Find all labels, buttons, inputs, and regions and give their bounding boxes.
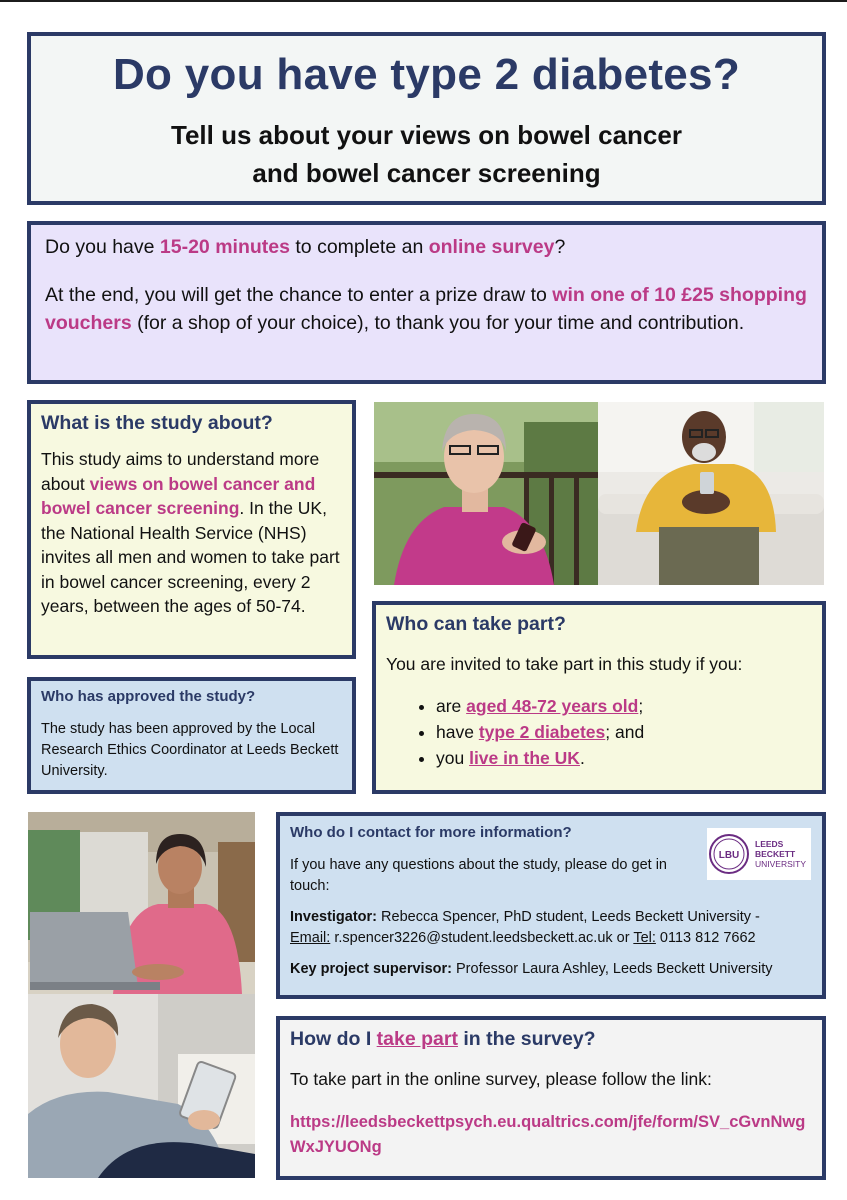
text: ; and [605,722,645,742]
investigator-label: Investigator: [290,909,378,925]
approval-text: The study has been approved by the Local Research Ethics Coordinator at Leeds Beckett University. [41,721,339,779]
supervisor-label: Key project supervisor: [290,961,452,977]
photo-people-with-phones [374,402,824,585]
logo-line-3: UNIVERSITY [755,859,807,869]
take-part-heading [290,1028,812,1051]
take-part-box [276,1016,826,1180]
residence-criterion: live in the UK [469,748,580,768]
study-topic-highlight: views on bowel cancer and bowel cancer screening [41,473,316,518]
logo-line-1: LEEDS [755,839,784,849]
eligibility-intro: You are invited to take part in this study if you: [386,654,743,674]
approval-heading: Who has approved the study? [41,688,256,705]
take-part-link[interactable]: take part [376,1028,458,1050]
leeds-beckett-logo [707,828,811,880]
study-about-text [41,447,342,619]
text: Do you have [45,236,160,258]
investigator-name: Rebecca Spencer, PhD student, Leeds Beckett University - [377,909,760,925]
text: in the survey? [457,1028,596,1050]
text: you [436,748,470,768]
survey-time-paragraph [45,233,808,261]
text: How do I [290,1028,377,1050]
eligibility-list [386,693,812,771]
contact-heading: Who do I contact for more information? [290,824,572,841]
title-box [27,32,826,205]
photo-woman-laptop [28,812,255,994]
text: have [436,722,479,742]
text: are [436,696,467,716]
online-survey-highlight: online survey [428,236,555,258]
page-title: Do you have type 2 diabetes? [112,50,741,99]
top-rule [0,0,847,2]
approval-box [27,677,356,794]
contact-questions: If you have any questions about the study, please do get in touch: [290,857,667,894]
text: . [579,748,585,768]
contact-box [276,812,826,999]
take-part-intro: To take part in the online survey, please follow the link: [290,1069,712,1089]
eligibility-diabetes [436,719,812,745]
text: ? [554,236,566,258]
text: This study aims to understand more about [41,449,320,494]
age-criterion: aged 48-72 years old [466,696,639,716]
logo-mark: LBU [718,850,740,861]
text: . In the UK, the National Health Service (NHS) invites all men and women to take part in bowel cancer screening, every 2 years, between the ages of 50-74. [41,498,340,616]
text: ; [638,696,644,716]
eligibility-residence [436,745,812,771]
eligibility-heading: Who can take part? [386,613,566,635]
subtitle-line-1: Tell us about your views on bowel cancer [171,120,682,150]
tel-label: Tel: [633,930,656,946]
supervisor-name: Professor Laura Ashley, Leeds Beckett University [451,961,773,977]
survey-link[interactable]: https://leedsbeckettpsych.eu.qualtrics.com/jfe/form/SV_cGvnNwgWxJYUONg [290,1113,806,1156]
subtitle-line-2: and bowel cancer screening [252,158,601,188]
phone-number[interactable]: 0113 812 7662 [655,930,756,946]
study-about-box [27,400,356,659]
eligibility-box [372,601,826,794]
survey-duration: 15-20 minutes [159,236,290,258]
text: At the end, you will get the chance to enter a prize draw to [45,284,553,306]
page-subtitle [31,116,822,192]
email-label: Email: [290,930,331,946]
prize-highlight: win one of 10 £25 shopping vouchers [45,284,807,334]
logo-line-2: BECKETT [755,849,796,859]
prize-draw-paragraph [45,281,808,337]
investigator-details [290,907,812,949]
supervisor-details [290,959,812,980]
text: (for a shop of your choice), to thank you for your time and contribution. [131,312,745,334]
diabetes-criterion: type 2 diabetes [478,722,606,742]
survey-info-box [27,221,826,384]
photo-man-tablet [28,994,255,1178]
eligibility-age [436,693,812,719]
text: to complete an [289,236,429,258]
email-address[interactable]: r.spencer3226@student.leedsbeckett.ac.uk or [330,930,634,946]
study-about-heading: What is the study about? [41,412,273,434]
